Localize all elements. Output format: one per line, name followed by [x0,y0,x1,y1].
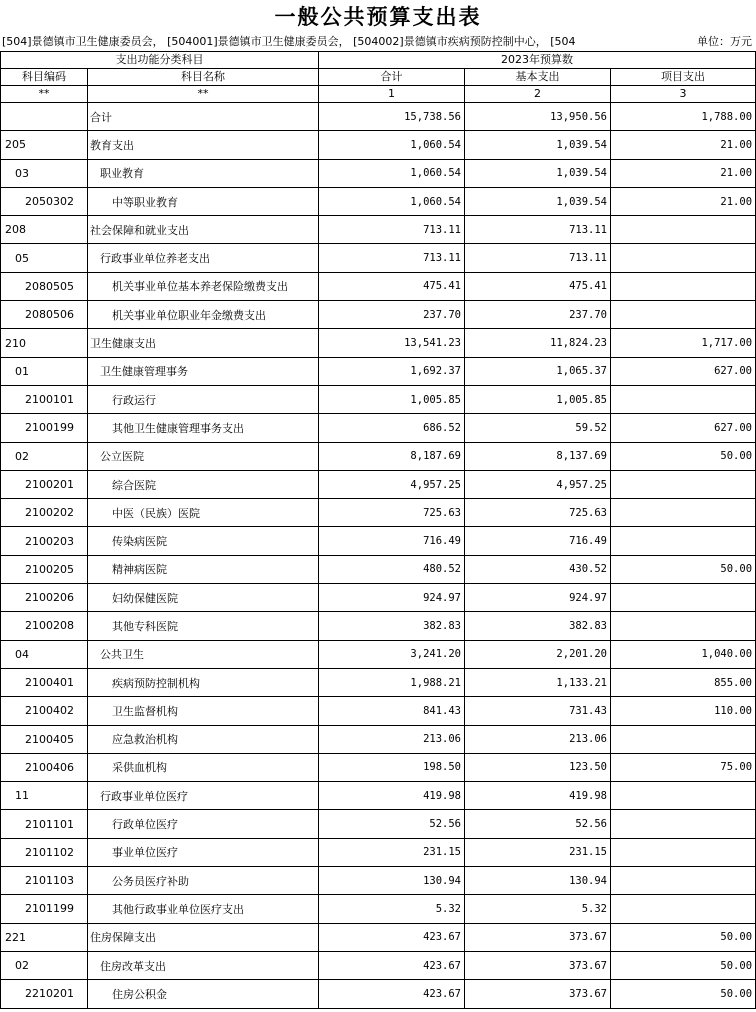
row-basic: 1,039.54 [465,187,611,215]
row-name: 公共卫生 [88,640,319,668]
row-basic: 5.32 [465,895,611,923]
table-row [1,329,756,357]
row-total: 423.67 [319,951,465,979]
row-project: 627.00 [611,414,756,442]
header-group-budget-year: 2023年预算数 [319,52,756,69]
row-total: 716.49 [319,527,465,555]
row-total: 130.94 [319,867,465,895]
table-row [1,782,756,810]
index-total: 1 [319,86,465,103]
table-row [1,187,756,215]
row-code [1,103,88,131]
row-name: 住房保障支出 [88,923,319,951]
table-row [1,640,756,668]
row-basic: 731.43 [465,697,611,725]
row-name: 中医（民族）医院 [88,499,319,527]
row-name: 公立医院 [88,442,319,470]
row-code: 2100208 [1,612,88,640]
row-basic: 1,039.54 [465,131,611,159]
row-total: 52.56 [319,810,465,838]
table-row [1,103,756,131]
row-total: 1,060.54 [319,187,465,215]
row-name: 职业教育 [88,159,319,187]
row-name: 精神病医院 [88,555,319,583]
table-row [1,527,756,555]
currency-unit: 单位：万元 [697,35,752,48]
row-basic: 52.56 [465,810,611,838]
row-code: 2210201 [1,980,88,1008]
header-group-functional: 支出功能分类科目 [1,52,319,69]
row-basic: 4,957.25 [465,470,611,498]
row-name: 中等职业教育 [88,187,319,215]
row-basic: 1,039.54 [465,159,611,187]
row-basic: 231.15 [465,838,611,866]
row-total: 231.15 [319,838,465,866]
table-row [1,470,756,498]
row-basic: 430.52 [465,555,611,583]
row-code: 208 [1,216,88,244]
row-total: 419.98 [319,782,465,810]
row-name: 其他卫生健康管理事务支出 [88,414,319,442]
header-name: 科目名称 [88,69,319,86]
row-basic: 373.67 [465,951,611,979]
row-project [611,895,756,923]
row-total: 924.97 [319,584,465,612]
row-code: 2100205 [1,555,88,583]
table-row [1,895,756,923]
row-code: 2080505 [1,272,88,300]
row-name: 行政事业单位医疗 [88,782,319,810]
index-project: 3 [611,86,756,103]
row-code: 2100201 [1,470,88,498]
row-name: 采供血机构 [88,753,319,781]
row-project: 21.00 [611,187,756,215]
row-name: 应急救治机构 [88,725,319,753]
row-code: 2100199 [1,414,88,442]
row-basic: 725.63 [465,499,611,527]
unit-list: [504]景德镇市卫生健康委员会， [504001]景德镇市卫生健康委员会， [504002]景德镇市疾病预防控制中心， [504 [2,35,576,48]
header-basic: 基本支出 [465,69,611,86]
row-total: 213.06 [319,725,465,753]
row-code: 2101102 [1,838,88,866]
row-code: 2080506 [1,301,88,329]
row-basic: 716.49 [465,527,611,555]
row-name: 住房改革支出 [88,951,319,979]
row-code: 02 [1,951,88,979]
row-code: 2100101 [1,385,88,413]
row-basic: 382.83 [465,612,611,640]
row-name: 妇幼保健医院 [88,584,319,612]
table-row [1,697,756,725]
table-row [1,131,756,159]
row-name: 合计 [88,103,319,131]
row-basic: 2,201.20 [465,640,611,668]
row-project: 627.00 [611,357,756,385]
row-code: 2100401 [1,668,88,696]
row-total: 725.63 [319,499,465,527]
table-row [1,753,756,781]
table-row [1,357,756,385]
table-body [1,103,756,1009]
row-name: 住房公积金 [88,980,319,1008]
row-name: 卫生健康支出 [88,329,319,357]
row-code: 205 [1,131,88,159]
table-row [1,810,756,838]
row-code: 2100202 [1,499,88,527]
header-project: 项目支出 [611,69,756,86]
row-total: 686.52 [319,414,465,442]
row-code: 05 [1,244,88,272]
table-row [1,951,756,979]
row-code: 11 [1,782,88,810]
row-basic: 373.67 [465,923,611,951]
row-name: 传染病医院 [88,527,319,555]
row-total: 841.43 [319,697,465,725]
row-total: 5.32 [319,895,465,923]
row-total: 382.83 [319,612,465,640]
row-basic: 713.11 [465,216,611,244]
row-project [611,584,756,612]
row-project [611,301,756,329]
row-project: 75.00 [611,753,756,781]
row-project: 110.00 [611,697,756,725]
row-project [611,867,756,895]
row-code: 2101103 [1,867,88,895]
row-code: 210 [1,329,88,357]
row-name: 事业单位医疗 [88,838,319,866]
row-total: 1,060.54 [319,159,465,187]
row-basic: 123.50 [465,753,611,781]
row-project [611,725,756,753]
row-basic: 8,137.69 [465,442,611,470]
table-row [1,414,756,442]
table-row [1,272,756,300]
table-row [1,612,756,640]
row-basic: 11,824.23 [465,329,611,357]
row-basic: 13,950.56 [465,103,611,131]
row-basic: 59.52 [465,414,611,442]
table-row [1,867,756,895]
row-basic: 1,005.85 [465,385,611,413]
row-basic: 130.94 [465,867,611,895]
row-project [611,527,756,555]
row-project [611,782,756,810]
index-basic: 2 [465,86,611,103]
row-project [611,272,756,300]
row-code: 02 [1,442,88,470]
row-project [611,385,756,413]
table-row [1,499,756,527]
row-basic: 924.97 [465,584,611,612]
row-name: 卫生监督机构 [88,697,319,725]
header-code: 科目编码 [1,69,88,86]
row-project: 1,040.00 [611,640,756,668]
row-project [611,244,756,272]
row-total: 1,692.37 [319,357,465,385]
table-row [1,584,756,612]
row-name: 卫生健康管理事务 [88,357,319,385]
row-basic: 475.41 [465,272,611,300]
row-total: 13,541.23 [319,329,465,357]
table-row [1,923,756,951]
row-code: 01 [1,357,88,385]
row-project: 855.00 [611,668,756,696]
row-code: 03 [1,159,88,187]
row-name: 行政运行 [88,385,319,413]
row-code: 04 [1,640,88,668]
row-project [611,216,756,244]
row-total: 475.41 [319,272,465,300]
index-name: ** [88,86,319,103]
row-code: 2101101 [1,810,88,838]
table-row [1,980,756,1008]
row-project: 21.00 [611,159,756,187]
row-project [611,612,756,640]
row-code: 2100405 [1,725,88,753]
row-basic: 373.67 [465,980,611,1008]
row-name: 行政单位医疗 [88,810,319,838]
row-project: 50.00 [611,980,756,1008]
row-basic: 213.06 [465,725,611,753]
row-total: 3,241.20 [319,640,465,668]
row-basic: 237.70 [465,301,611,329]
row-name: 公务员医疗补助 [88,867,319,895]
table-row [1,555,756,583]
row-total: 423.67 [319,923,465,951]
row-total: 480.52 [319,555,465,583]
row-total: 198.50 [319,753,465,781]
row-basic: 713.11 [465,244,611,272]
row-total: 423.67 [319,980,465,1008]
row-basic: 1,065.37 [465,357,611,385]
row-project: 1,717.00 [611,329,756,357]
row-name: 其他专科医院 [88,612,319,640]
row-name: 机关事业单位基本养老保险缴费支出 [88,272,319,300]
row-total: 4,957.25 [319,470,465,498]
table-row [1,301,756,329]
row-code: 221 [1,923,88,951]
row-project: 50.00 [611,951,756,979]
row-total: 8,187.69 [319,442,465,470]
index-code: ** [1,86,88,103]
table-row [1,159,756,187]
row-total: 713.11 [319,244,465,272]
table-row [1,442,756,470]
row-name: 教育支出 [88,131,319,159]
table-row [1,725,756,753]
row-name: 综合医院 [88,470,319,498]
row-total: 713.11 [319,216,465,244]
row-total: 1,060.54 [319,131,465,159]
row-name: 疾病预防控制机构 [88,668,319,696]
row-project [611,499,756,527]
row-name: 机关事业单位职业年金缴费支出 [88,301,319,329]
row-project [611,838,756,866]
table-row [1,838,756,866]
row-project: 50.00 [611,442,756,470]
row-name: 社会保障和就业支出 [88,216,319,244]
row-project: 1,788.00 [611,103,756,131]
row-total: 15,738.56 [319,103,465,131]
table-row [1,385,756,413]
row-total: 1,988.21 [319,668,465,696]
row-code: 2100402 [1,697,88,725]
row-code: 2100406 [1,753,88,781]
row-project: 21.00 [611,131,756,159]
row-project: 50.00 [611,923,756,951]
row-code: 2050302 [1,187,88,215]
row-code: 2101199 [1,895,88,923]
row-name: 其他行政事业单位医疗支出 [88,895,319,923]
row-code: 2100203 [1,527,88,555]
row-basic: 1,133.21 [465,668,611,696]
row-project [611,810,756,838]
table-row [1,216,756,244]
table-row [1,668,756,696]
row-total: 237.70 [319,301,465,329]
budget-table [0,51,756,1009]
row-project [611,470,756,498]
table-row [1,244,756,272]
page-title: 一般公共预算支出表 [274,4,482,29]
header-total: 合计 [319,69,465,86]
row-name: 行政事业单位养老支出 [88,244,319,272]
row-total: 1,005.85 [319,385,465,413]
row-basic: 419.98 [465,782,611,810]
row-code: 2100206 [1,584,88,612]
row-project: 50.00 [611,555,756,583]
